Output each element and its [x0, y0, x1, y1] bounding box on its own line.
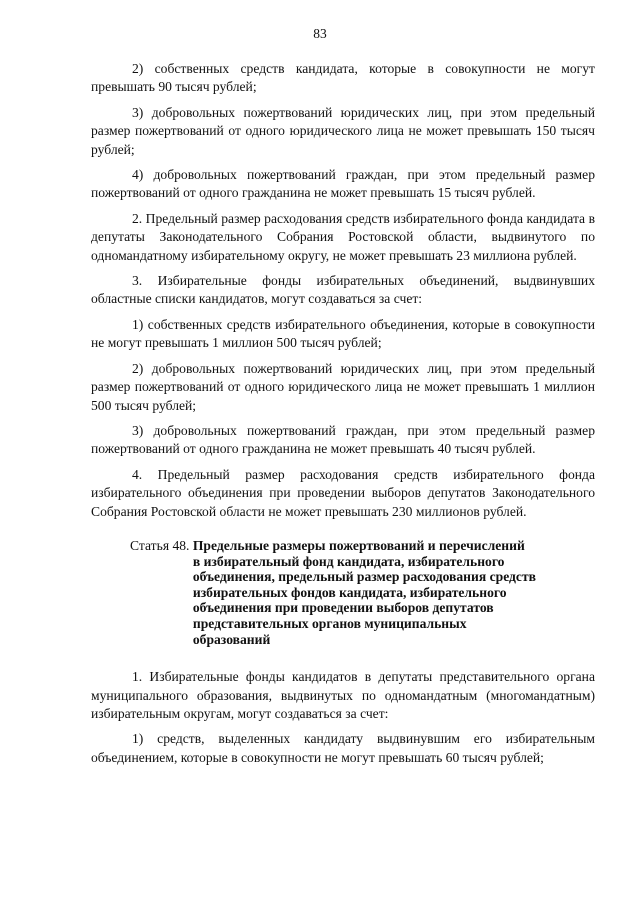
paragraph: 3) добровольных пожертвований граждан, при этом предельный размер пожертвований от одного гражданина не может превышать 40 тысяч рублей.	[91, 422, 595, 457]
article-label: Статья 48.	[130, 537, 193, 553]
paragraph: 2) добровольных пожертвований юридических лиц, при этом предельный размер пожертвований от одного юридического лица не может превышать 1 миллион 500 тысяч рублей;	[91, 360, 595, 413]
paragraph: 3) добровольных пожертвований юридических лиц, при этом предельный размер пожертвований от одного юридического лица не может превышать 150 тысяч рублей;	[91, 104, 595, 157]
article-title: Предельные размеры пожертвований и перечислений в избирательный фонд кандидата, избирательного объединения, предельный размер расходования средств избирательных фондов кандидата, избирательного объединения при проведении выборов депутатов представительных органов муниципальных образований	[192, 537, 536, 647]
paragraph: 1) собственных средств избирательного объединения, которые в совокупности не могут превышать 1 миллион 500 тысяч рублей;	[91, 316, 595, 351]
paragraph: 4) добровольных пожертвований граждан, при этом предельный размер пожертвований от одного гражданина не может превышать 15 тысяч рублей.	[91, 167, 595, 201]
article-heading	[130, 537, 595, 647]
page-number: 83	[313, 26, 327, 41]
paragraph: 1) средств, выделенных кандидату выдвинувшим его избирательным объединением, которые в совокупности не могут превышать 60 тысяч рублей;	[91, 731, 595, 765]
paragraph: 3. Избирательные фонды избирательных объединений, выдвинувших областные списки кандидатов, могут создаваться за счет:	[91, 273, 595, 307]
document-body	[91, 60, 595, 774]
paragraph: 1. Избирательные фонды кандидатов в депутаты представительного органа муниципального образования, выдвинутых по одномандатным (многомандатным) избирательным округам, могут создаваться за счет:	[91, 669, 595, 721]
paragraph: 2) собственных средств кандидата, которые в совокупности не могут превышать 90 тысяч рублей;	[91, 61, 595, 95]
paragraph: 4. Предельный размер расходования средств избирательного фонда избирательного объединения при проведении выборов депутатов Законодательного Собрания Ростовской области не может превышать 230 миллионов рублей.	[91, 466, 595, 519]
paragraph: 2. Предельный размер расходования средств избирательного фонда кандидата в депутаты Законодательного Собрания Ростовской области, выдвинутого по одномандатному избирательному округу, не может превышать 23 миллиона рублей.	[91, 210, 595, 263]
